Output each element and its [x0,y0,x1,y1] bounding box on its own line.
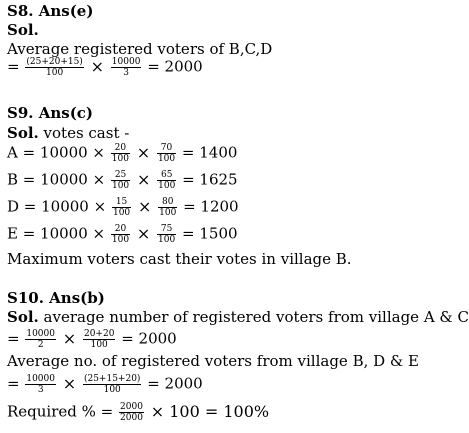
fraction: $\frac{65}{100}$ [158,170,176,191]
fraction: $\frac{10000}{3}$ [111,57,141,78]
s8-heading: S8. Ans(e) [7,2,94,20]
fraction: $\frac{20}{100}$ [111,143,129,164]
s9-sol-label: Sol. [7,124,39,142]
fraction: $\frac{80}{100}$ [159,197,177,218]
fraction: $\frac{20+20}{100}$ [83,329,115,350]
fraction: $\frac{70}{100}$ [157,143,176,164]
times-operator: × [90,56,105,76]
s9-row-e [7,224,238,245]
fraction: $\frac{75}{100}$ [158,224,176,245]
s9-heading: S9. Ans(c) [7,104,94,122]
times-operator: × [137,196,152,216]
row-lhs: D = 10000 × [7,197,107,216]
fraction: $\frac{20}{100}$ [111,224,130,245]
eq-lead: = [7,374,20,393]
s8-text: Average registered voters of B,C,D [7,40,273,58]
times-operator: × [136,142,151,162]
times-operator: × [136,223,151,243]
s10-text-2: Average no. of registered voters from village B, D & E [7,352,419,370]
row-lhs: E = 10000 × [7,224,106,243]
s10-equation-1 [7,329,177,350]
eq-result: = 2000 [121,329,177,348]
eq-lead: = [7,329,20,348]
fraction: $\frac{(25+15+20)}{100}$ [83,374,141,395]
fraction: $\frac{15}{100}$ [112,197,131,218]
row-lhs: B = 10000 × [7,170,106,189]
times-operator: × [62,373,77,393]
s9-row-b [7,170,238,191]
s10-equation-3 [7,402,270,423]
times-operator: × [136,169,151,189]
s8-equation [7,57,203,78]
eq-tail: × 100 = 100% [150,401,270,421]
s9-sol-text: votes cast - [38,124,130,142]
s9-row-d [7,197,239,218]
row-result: = 1200 [183,197,239,216]
s9-conclusion: Maximum voters cast their votes in village B. [7,250,352,268]
eq-result: = 2000 [147,57,203,76]
fraction: $\frac{25}{100}$ [111,170,130,191]
eq-lead: = [7,57,20,76]
row-result: = 1625 [182,170,238,189]
s8-sol-label: Sol. [7,21,39,39]
s10-sol-label: Sol. [7,308,39,326]
fraction: $\frac{2000}{2000}$ [120,402,143,423]
fraction: $\frac{(25+20+15)}{100}$ [26,57,83,78]
eq-lead: Required % = [7,402,114,421]
s10-sol-line [7,308,469,326]
s10-sol-text: average number of registered voters from village A & C [38,308,469,326]
row-lhs: A = 10000 × [7,143,105,162]
fraction: $\frac{10000}{3}$ [26,374,55,395]
fraction: $\frac{10000}{2}$ [26,329,55,350]
s9-sol-line [7,124,129,142]
s10-heading: S10. Ans(b) [7,289,105,307]
eq-result: = 2000 [147,374,203,393]
s10-equation-2 [7,374,203,395]
row-result: = 1400 [181,143,238,162]
row-result: = 1500 [182,224,238,243]
times-operator: × [62,328,77,348]
s9-row-a [7,143,237,164]
